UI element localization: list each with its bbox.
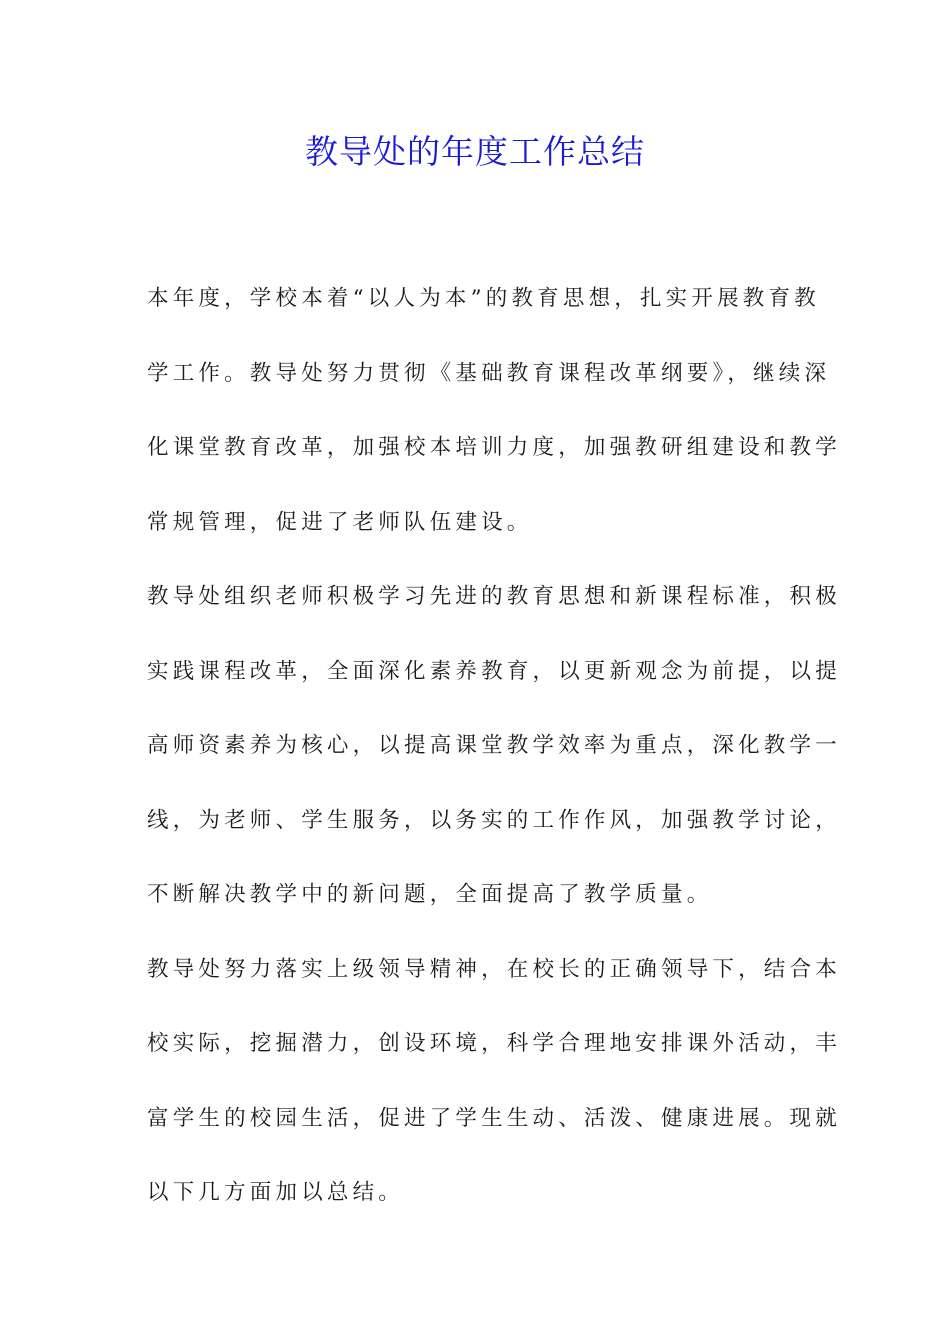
text-line: 教导处努力落实上级领导精神，在校长的正确领导下，结合本	[147, 956, 841, 982]
text-line: 学工作。教导处努力贯彻《基础教育课程改革纲要》，继续深	[147, 360, 831, 386]
text-line: 校实际，挖掘潜力，创设环境，科学合理地安排课外活动，丰	[147, 1031, 841, 1056]
text-line: 教导处组织老师积极学习先进的教育思想和新课程标准，积极	[147, 584, 841, 609]
text-line: 线，为老师、学生服务，以务实的工作作风，加强教学讨论，	[147, 807, 841, 833]
text-line: 高师资素养为核心，以提高课堂教学效率为重点，深化教学一	[147, 733, 841, 758]
document-title: 教导处的年度工作总结	[305, 132, 645, 171]
document-body	[147, 262, 841, 1231]
text-line: 富学生的校园生活，促进了学生生动、活泼、健康进展。现就	[147, 1105, 841, 1131]
paragraph-2	[147, 560, 841, 933]
paragraph-3	[147, 933, 841, 1231]
text-line: 常规管理，促进了老师队伍建设。	[147, 509, 533, 535]
text-line: 不断解决教学中的新问题，全面提高了教学质量。	[147, 882, 713, 907]
text-line: 本年度，学校本着“以人为本”的教育思想，扎实开展教育教	[147, 286, 820, 311]
text-line: 实践课程改革，全面深化素养教育，以更新观念为前提，以提	[147, 658, 841, 684]
text-line: 以下几方面加以总结。	[147, 1180, 405, 1205]
paragraph-1	[147, 262, 841, 560]
text-line: 化课堂教育改革，加强校本培训力度，加强教研组建设和教学	[147, 435, 841, 460]
